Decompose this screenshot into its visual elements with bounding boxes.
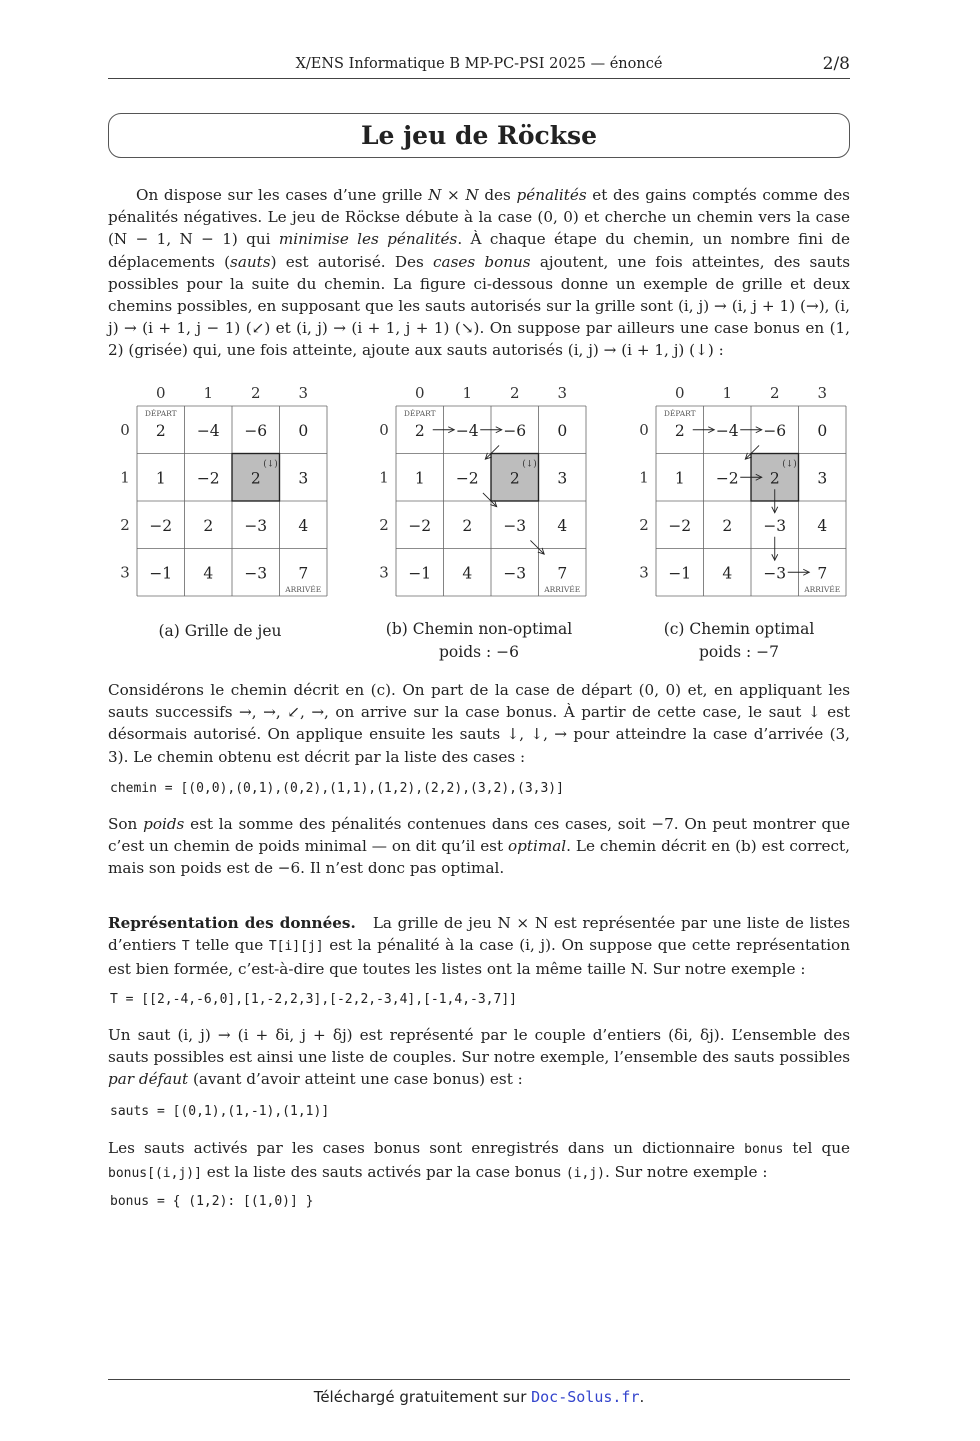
grid-cell-value: −3 xyxy=(503,564,527,583)
grid-cell-value: 2 xyxy=(769,469,780,488)
row-index: 3 xyxy=(120,563,130,582)
grid-cell-value: 0 xyxy=(557,421,568,440)
grid-cell-value: 3 xyxy=(557,469,568,488)
start-label: DÉPART xyxy=(403,409,436,418)
col-index: 0 xyxy=(155,384,166,402)
grid-cell-value: −3 xyxy=(503,516,527,535)
row-index: 3 xyxy=(639,563,649,582)
grid-cell-value: 0 xyxy=(298,421,309,440)
row-index: 3 xyxy=(379,563,389,582)
caption-b: (b) Chemin non-optimal poids : −6 xyxy=(385,620,573,661)
col-index: 3 xyxy=(817,384,828,402)
grid-cell-value: 2 xyxy=(203,516,214,535)
path-description: Considérons le chemin décrit en (c). On part de la case de départ (0, 0) et, en appliquant les sauts successifs →, →, ↙, →, on arrive sur la case bonus. À partir de cette case, le saut ↓ est désormais autorisé. On applique ensuite les sauts ↓, ↓, → pour atteindre la case d’arrivée (3, 3). Le chemin obtenu est décrit par la liste des cases : xyxy=(108,681,850,766)
grid-cell-value: −2 xyxy=(196,469,220,488)
grid-cell-value: −1 xyxy=(668,564,692,583)
bonus-mark: (↓) xyxy=(782,459,797,470)
grid-cell-value: −2 xyxy=(668,516,692,535)
caption-a: (a) Grille de jeu xyxy=(158,622,282,640)
col-index: 3 xyxy=(557,384,568,402)
code-grid: T = [[2,-4,-6,0],[1,-2,2,3],[-2,2,-3,4],[-1,4,-3,7]] xyxy=(110,992,517,1007)
grid-cell-value: 1 xyxy=(674,469,685,488)
grid-cell-value: 2 xyxy=(509,469,520,488)
grid-cell-value: −1 xyxy=(408,564,432,583)
grid-cell-value: −1 xyxy=(149,564,173,583)
grid-figure-b xyxy=(369,380,594,605)
col-index: 0 xyxy=(414,384,425,402)
doc-solus-link[interactable]: Doc-Solus.fr xyxy=(531,1388,640,1406)
end-label: ARRIVÉE xyxy=(285,585,322,594)
grid-cell-value: 3 xyxy=(817,469,828,488)
intro-paragraph: On dispose sur les cases d’une grille N × N des pénalités et des gains comptés comme des pénalités négatives. Le jeu de Röckse débute à la case (0, 0) et cherche un chemin vers la case (N − 1, N − 1) qui minimise les pénalités. À chaque étape du chemin, un nombre fini de déplacements (sauts) est autorisé. Des cases bonus ajoutent, une fois atteintes, des sauts possibles pour la suite du chemin. La figure ci-dessous donne un exemple de grille et deux chemins possibles, en supposant que les sauts autorisés sur la grille sont (i, j) → (i, j + 1) (→), (i, j) → (i + 1, j − 1) (↙) et (i, j) → (i + 1, j + 1) (↘). On suppose par ailleurs une case bonus en (1, 2) (grisée) qui, une fois atteinte, ajoute aux sauts autorisés (i, j) → (i + 1, j) (↓) : xyxy=(108,186,850,360)
grid-cell-value: −4 xyxy=(196,421,220,440)
section-title: Le jeu de Röckse xyxy=(360,121,598,150)
grid-cell-value: −6 xyxy=(244,421,268,440)
section-title-box xyxy=(108,113,850,158)
col-index: 3 xyxy=(298,384,309,402)
row-index: 0 xyxy=(639,420,649,439)
grid-cell-value: −6 xyxy=(763,421,787,440)
grid-cell-value: 1 xyxy=(155,469,166,488)
start-label: DÉPART xyxy=(663,409,696,418)
grid-cell-value: −2 xyxy=(455,469,479,488)
data-representation-paragraph: Représentation des données. La grille de jeu N × N est représentée par une liste de listes d’entiers T telle que T[i][j] est la pénalité à la case (i, j). On suppose que cette représentation est bien formée, c’est-à-dire que toutes les listes ont la même taille N. Sur notre exemple : xyxy=(108,914,855,979)
col-index: 1 xyxy=(722,384,733,402)
code-bonus: bonus = { (1,2): [(1,0)] } xyxy=(110,1194,314,1209)
grid-cell-value: 7 xyxy=(557,564,568,583)
grid-cell-value: 4 xyxy=(722,564,733,583)
grid-figure-c xyxy=(629,380,854,605)
page-number: 2/8 xyxy=(822,54,850,74)
jumps-paragraph: Un saut (i, j) → (i + δi, j + δj) est représenté par le couple d’entiers (δi, δj). L’ensemble des sauts possibles est ainsi une liste de couples. Sur notre exemple, l’ensemble des sauts possibles par défaut (avant d’avoir atteint une case bonus) est : xyxy=(108,1026,850,1089)
grid-cell-value: −6 xyxy=(503,421,527,440)
grid-cell-value: −4 xyxy=(455,421,479,440)
grid-cell-value: 4 xyxy=(817,516,828,535)
col-index: 1 xyxy=(462,384,473,402)
grid-cell-value: −3 xyxy=(244,564,268,583)
grid-cell-value: 2 xyxy=(462,516,473,535)
row-index: 1 xyxy=(120,468,130,487)
grid-figure-a xyxy=(110,380,335,605)
grid-cell-value: 0 xyxy=(817,421,828,440)
grid-cell-value: −2 xyxy=(715,469,739,488)
grid-cell-value: −2 xyxy=(408,516,432,535)
grid-cell-value: 4 xyxy=(557,516,568,535)
page-footer: Téléchargé gratuitement sur Doc-Solus.fr. xyxy=(108,1379,850,1380)
page-header xyxy=(108,56,850,79)
start-label: DÉPART xyxy=(144,409,177,418)
grid-cell-value: 2 xyxy=(722,516,733,535)
grid-cell-value: 4 xyxy=(203,564,214,583)
grid-cell-value: −2 xyxy=(149,516,173,535)
end-label: ARRIVÉE xyxy=(804,585,841,594)
row-index: 0 xyxy=(120,420,130,439)
end-label: ARRIVÉE xyxy=(544,585,581,594)
col-index: 2 xyxy=(769,384,780,402)
grid-cell-value: −3 xyxy=(244,516,268,535)
grid-cell-value: −3 xyxy=(763,564,787,583)
code-chemin: chemin = [(0,0),(0,1),(0,2),(1,1),(1,2),(2,2),(3,2),(3,3)] xyxy=(110,781,564,796)
path-arrow xyxy=(530,540,544,554)
col-index: 2 xyxy=(509,384,520,402)
row-index: 2 xyxy=(639,515,649,534)
grid-cell-value: 4 xyxy=(298,516,309,535)
grid-cell-value: 1 xyxy=(414,469,425,488)
col-index: 0 xyxy=(674,384,685,402)
row-index: 0 xyxy=(379,420,389,439)
grid-cell-value: 7 xyxy=(817,564,828,583)
bonus-mark: (↓) xyxy=(263,459,278,470)
col-index: 2 xyxy=(250,384,261,402)
col-index: 1 xyxy=(203,384,214,402)
grid-cell-value: −3 xyxy=(763,516,787,535)
bonus-mark: (↓) xyxy=(522,459,537,470)
header-title: X/ENS Informatique B MP-PC-PSI 2025 — énoncé xyxy=(295,56,663,72)
grid-cell-value: 2 xyxy=(414,421,425,440)
code-sauts: sauts = [(0,1),(1,-1),(1,1)] xyxy=(110,1104,330,1119)
grid-cell-value: −4 xyxy=(715,421,739,440)
caption-c: (c) Chemin optimal poids : −7 xyxy=(663,620,815,661)
bonus-paragraph: Les sauts activés par les cases bonus sont enregistrés dans un dictionnaire bonus tel que bonus[(i,j)] est la liste des sauts activés par la case bonus (i,j). Sur notre exemple : xyxy=(108,1139,850,1182)
row-index: 2 xyxy=(120,515,130,534)
grid-cell-value: 3 xyxy=(298,469,309,488)
weight-paragraph: Son poids est la somme des pénalités contenues dans ces cases, soit −7. On peut montrer que c’est un chemin de poids minimal — on dit qu’il est optimal. Le chemin décrit en (b) est correct, mais son poids est de −6. Il n’est donc pas optimal. xyxy=(108,815,850,878)
grid-cell-value: 2 xyxy=(155,421,166,440)
grid-cell-value: 4 xyxy=(462,564,473,583)
grid-cell-value: 2 xyxy=(250,469,261,488)
row-index: 1 xyxy=(639,468,649,487)
grid-cell-value: 7 xyxy=(298,564,309,583)
row-index: 1 xyxy=(379,468,389,487)
grid-cell-value: 2 xyxy=(674,421,685,440)
row-index: 2 xyxy=(379,515,389,534)
